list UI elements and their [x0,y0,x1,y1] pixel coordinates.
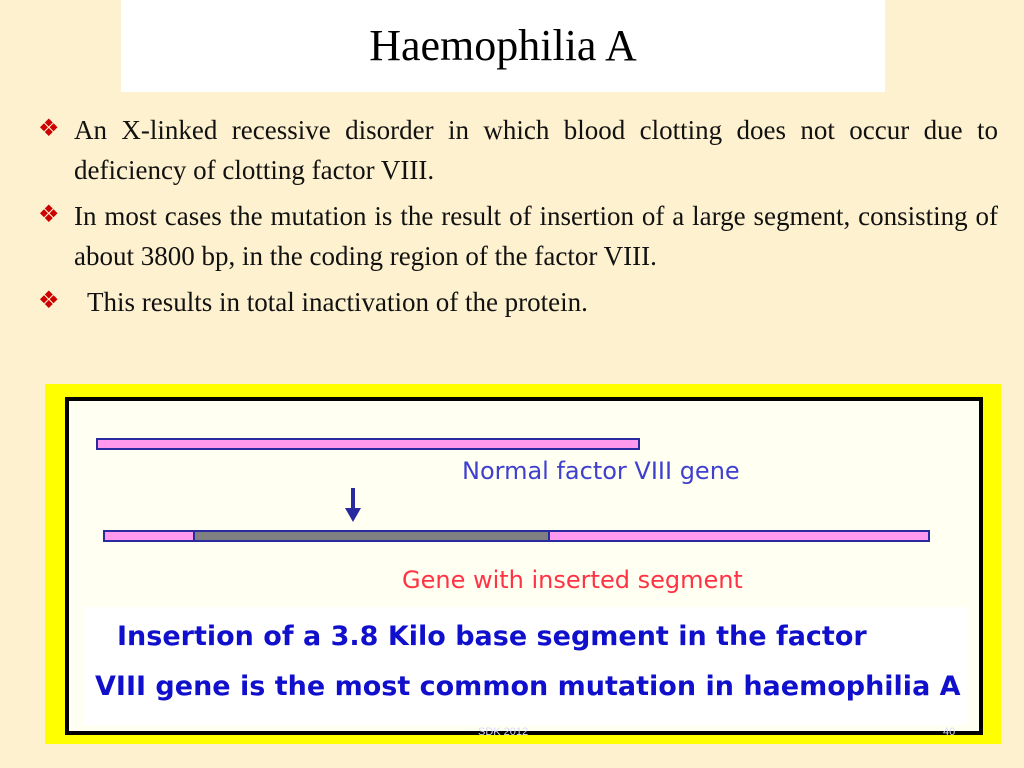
footer-author: SDK 2012 [478,726,529,738]
four-diamond-bullet-icon: ❖ [38,288,60,314]
footer-page-number: 40 [943,726,956,738]
caption-line-2: VIII gene is the most common mutation in haemophilia A [95,671,961,702]
mutant-gene-right-bar [548,530,930,542]
inserted-gene-label: Gene with inserted segment [402,566,743,594]
caption-line-1: Insertion of a 3.8 Kilo base segment in the factor [117,621,867,652]
inserted-segment-bar [193,530,550,542]
down-arrow-icon [345,488,361,524]
bullet-text: An X-linked recessive disorder in which blood clotting does not occur due to deficiency of clotting factor VIII. [74,115,998,185]
normal-gene-bar [96,438,640,450]
bullet-item [38,196,998,276]
bullet-list [38,110,998,328]
bullet-item [38,282,998,322]
bullet-text: In most cases the mutation is the result of insertion of a large segment, consisting of about 3800 bp, in the coding region of the factor VIII. [74,201,998,271]
caption-box [83,607,967,725]
four-diamond-bullet-icon: ❖ [38,116,60,142]
slide-title: Haemophilia A [369,21,637,70]
bullet-text: This results in total inactivation of the protein. [74,287,588,317]
four-diamond-bullet-icon: ❖ [38,202,60,228]
title-box [121,0,885,92]
figure-panel [65,397,983,735]
bullet-item [38,110,998,190]
mutant-gene-left-bar [103,530,195,542]
gene-insertion-figure [45,384,1001,744]
normal-gene-label: Normal factor VIII gene [462,457,740,485]
